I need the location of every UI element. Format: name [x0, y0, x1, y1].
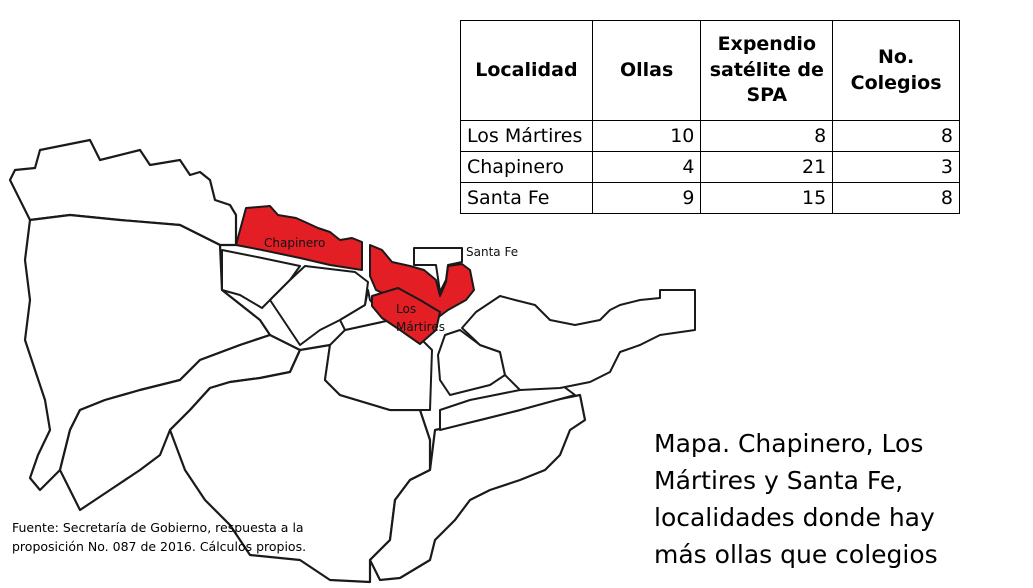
- cell-ollas: 9: [592, 183, 701, 214]
- map-caption: Mapa. Chapinero, Los Mártires y Santa Fe, localidades donde hay más ollas que colegios: [654, 429, 938, 569]
- header-expendio: Expendio satélite de SPA: [701, 21, 833, 121]
- cell-ollas: 4: [592, 152, 701, 183]
- cell-expendio: 8: [701, 121, 833, 152]
- label-chapinero: Chapinero: [264, 236, 326, 250]
- cell-expendio: 15: [701, 183, 833, 214]
- cell-colegios: 3: [833, 152, 960, 183]
- cell-localidad: Los Mártires: [461, 121, 593, 152]
- cell-expendio: 21: [701, 152, 833, 183]
- table-row: [461, 152, 960, 183]
- cell-colegios: 8: [833, 121, 960, 152]
- ollas-table: [460, 20, 960, 214]
- header-localidad: Localidad: [461, 21, 593, 121]
- cell-ollas: 10: [592, 121, 701, 152]
- label-santa-fe: Santa Fe: [466, 245, 519, 259]
- source-note: Fuente: Secretaría de Gobierno, respuesta a la proposición No. 087 de 2016. Cálculos propios.: [12, 520, 307, 554]
- cell-localidad: Santa Fe: [461, 183, 593, 214]
- cell-localidad: Chapinero: [461, 152, 593, 183]
- table-header-row: [461, 21, 960, 121]
- table-row: [461, 121, 960, 152]
- label-los-martires-line1: Los: [396, 302, 417, 316]
- cell-colegios: 8: [833, 183, 960, 214]
- header-ollas: Ollas: [592, 21, 701, 121]
- label-los-martires-line2: Mártires: [396, 320, 445, 334]
- header-colegios: No. Colegios: [833, 21, 960, 121]
- table-row: [461, 183, 960, 214]
